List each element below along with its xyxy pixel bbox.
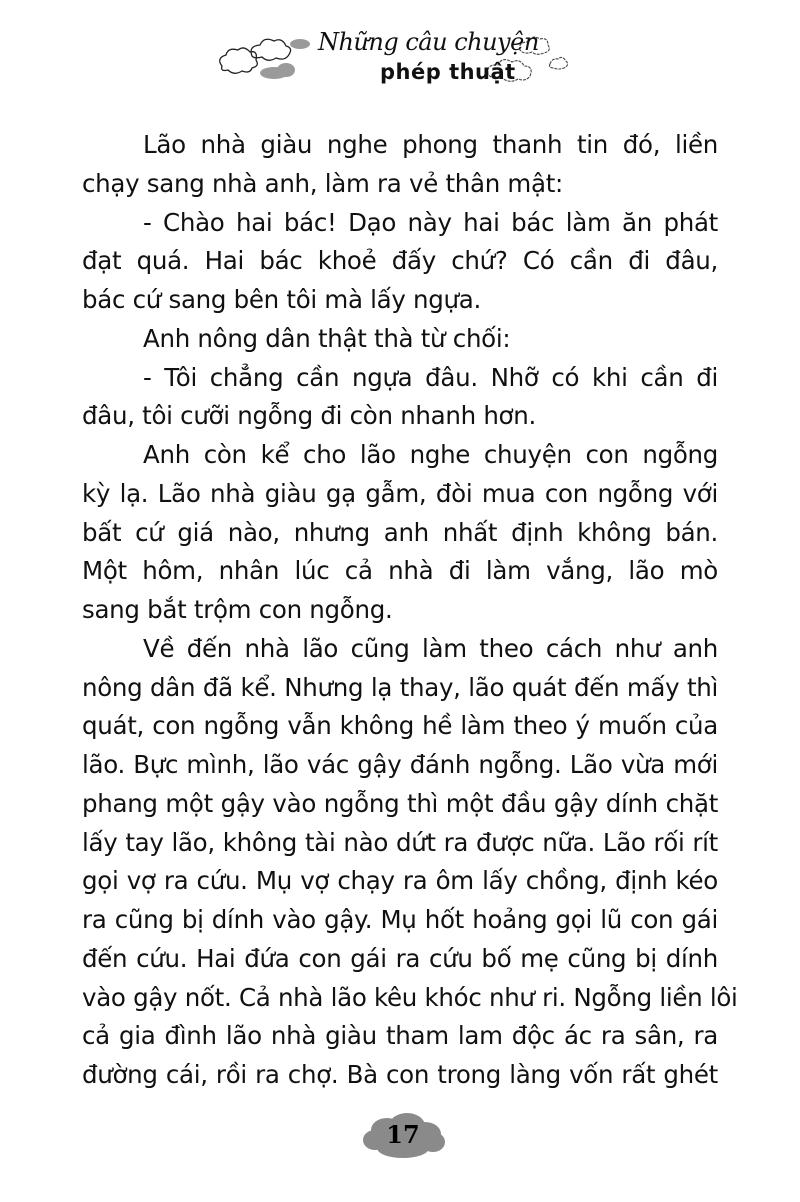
story-text [82, 126, 738, 1095]
text-line: Anh nông dân thật thà từ chối: [143, 323, 511, 353]
text-line: vào gậy nốt. Cả nhà lão kêu khóc như ri. Ngỗng liền lôi [82, 982, 738, 1012]
text-line: đâu, tôi cưỡi ngỗng đi còn nhanh hơn. [82, 401, 536, 431]
text-line: bất cứ giá nào, nhưng anh nhất định không bán. [82, 517, 718, 547]
text-line: cả gia đình lão nhà giàu tham lam độc ác ra sân, ra [82, 1021, 718, 1051]
text-line: - Tôi chẳng cần ngựa đâu. Nhỡ có khi cần đi [143, 362, 718, 392]
text-line: chạy sang nhà anh, làm ra vẻ thân mật: [82, 168, 563, 198]
text-line: sang bắt trộm con ngỗng. [82, 595, 393, 624]
text-line: lấy tay lão, không tài nào dứt ra được nữa. Lão rối rít [82, 827, 718, 857]
text-line: Về đến nhà lão cũng làm theo cách như anh [143, 633, 718, 663]
text-line: kỳ lạ. Lão nhà giàu gạ gẫm, đòi mua con ngỗng với [82, 478, 718, 508]
text-line: đường cái, rồi ra chợ. Bà con trong làng vốn rất ghét [82, 1060, 718, 1089]
crescent-moon-icon [306, 14, 372, 101]
text-line: gọi vợ ra cứu. Mụ vợ chạy ra ôm lấy chồng, định kéo [82, 866, 718, 896]
series-title-bold: phép thuật [380, 60, 516, 84]
text-line: đạt quá. Hai bác khoẻ đấy chứ? Có cần đi đâu, [82, 246, 718, 276]
text-line: bác cứ sang bên tôi mà lấy ngựa. [82, 285, 481, 314]
text-line: quát, con ngỗng vẫn không hề làm theo ý muốn của [82, 711, 718, 741]
text-line: phang một gậy vào ngỗng thì một đầu gậy dính chặt [82, 788, 718, 818]
text-line: Lão nhà giàu nghe phong thanh tin đó, liền [143, 130, 718, 159]
text-line: ra cũng bị dính vào gậy. Mụ hốt hoảng gọi lũ con gái [82, 905, 718, 934]
text-line: nông dân đã kể. Nhưng lạ thay, lão quát đến mấy thì [82, 672, 718, 702]
text-line: - Chào hai bác! Dạo này hai bác làm ăn phát [143, 207, 718, 237]
series-title-script: Những câu chuyện [318, 28, 539, 56]
page-header [0, 0, 800, 110]
text-line: lão. Bực mình, lão vác gậy đánh ngỗng. Lão vừa mới [82, 750, 718, 779]
page-number: 17 [386, 1120, 420, 1149]
text-line: Anh còn kể cho lão nghe chuyện con ngỗng [143, 440, 718, 469]
text-line: đến cứu. Hai đứa con gái ra cứu bố mẹ cũng bị dính [82, 943, 718, 973]
page-footer [355, 1112, 451, 1160]
text-line: Một hôm, nhân lúc cả nhà đi làm vắng, lão mò [82, 556, 718, 586]
